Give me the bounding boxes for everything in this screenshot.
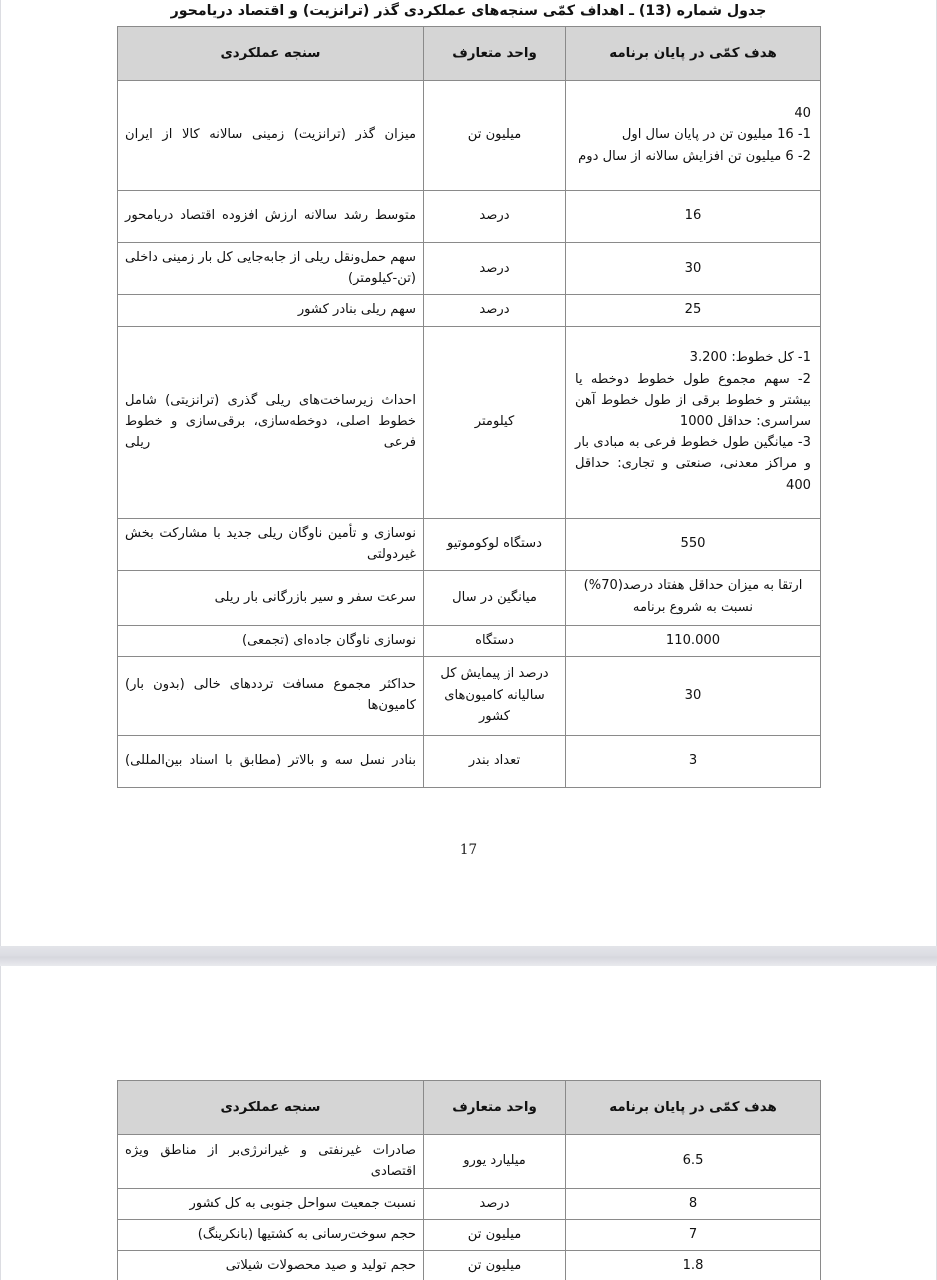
column-header-unit: واحد متعارف xyxy=(424,1081,566,1135)
cell-unit: تعداد بندر xyxy=(424,735,566,787)
table-row xyxy=(118,1189,821,1220)
table-row xyxy=(118,191,821,243)
cell-measure: متوسط رشد سالانه ارزش افزوده اقتصاد دریامحور xyxy=(118,191,424,243)
cell-target: 6.5 xyxy=(566,1135,821,1189)
cell-target: 550 xyxy=(566,518,821,570)
cell-unit: میلیون تن xyxy=(424,81,566,191)
cell-unit: درصد xyxy=(424,295,566,326)
table-row xyxy=(118,656,821,735)
cell-target: 8 xyxy=(566,1189,821,1220)
cell-unit: دستگاه xyxy=(424,625,566,656)
cell-target: 3 xyxy=(566,735,821,787)
table-1-header xyxy=(118,27,821,81)
column-header-target: هدف کمّی در پایان برنامه xyxy=(566,27,821,81)
cell-measure: سهم ریلی بنادر کشور xyxy=(118,295,424,326)
table-row xyxy=(118,326,821,518)
table-row xyxy=(118,625,821,656)
cell-target: 1.8 xyxy=(566,1251,821,1280)
cell-measure: حجم تولید و صید محصولات شیلاتی xyxy=(118,1251,424,1280)
cell-measure: حداکثر مجموع مسافت ترددهای خالی (بدون بار) کامیون‌ها xyxy=(118,656,424,735)
cell-measure: نسبت جمعیت سواحل جنوبی به کل کشور xyxy=(118,1189,424,1220)
cell-target: 110.000 xyxy=(566,625,821,656)
table-row xyxy=(118,1220,821,1251)
column-header-unit: واحد متعارف xyxy=(424,27,566,81)
document-page-2 xyxy=(0,966,937,1280)
column-header-measure: سنجه عملکردی xyxy=(118,1081,424,1135)
cell-unit: میلیون تن xyxy=(424,1220,566,1251)
table-row xyxy=(118,295,821,326)
cell-unit: درصد از پیمایش کل سالیانه کامیون‌های کشور xyxy=(424,656,566,735)
cell-measure: احداث زیرساخت‌های ریلی گذری (ترانزیتی) شامل خطوط اصلی، دوخطه‌سازی، برقی‌سازی و خطوط فرعی ریلی xyxy=(118,326,424,518)
cell-measure: سهم حمل‌ونقل ریلی از جابه‌جایی کل بار زمینی داخلی (تن-کیلومتر) xyxy=(118,243,424,295)
table-row xyxy=(118,1135,821,1189)
table-header-row xyxy=(118,1081,821,1135)
performance-indicators-table-2 xyxy=(117,1080,821,1280)
cell-measure: نوسازی و تأمین ناوگان ریلی جدید با مشارکت بخش غیردولتی xyxy=(118,518,424,570)
cell-target: 25 xyxy=(566,295,821,326)
table-row xyxy=(118,243,821,295)
cell-unit: درصد xyxy=(424,191,566,243)
cell-target: 40 1- 16 میلیون تن در پایان سال اول 2- 6 میلیون تن افزایش سالانه از سال دوم xyxy=(566,81,821,191)
cell-measure: صادرات غیرنفتی و غیرانرژی‌بر از مناطق ویژه اقتصادی xyxy=(118,1135,424,1189)
cell-target: 30 xyxy=(566,243,821,295)
cell-measure: سرعت سفر و سیر بازرگانی بار ریلی xyxy=(118,571,424,626)
column-header-measure: سنجه عملکردی xyxy=(118,27,424,81)
cell-target: 16 xyxy=(566,191,821,243)
table-1-body xyxy=(118,81,821,788)
cell-unit: میانگین در سال xyxy=(424,571,566,626)
cell-unit: درصد xyxy=(424,1189,566,1220)
table-2-body xyxy=(118,1135,821,1280)
cell-measure: میزان گذر (ترانزیت) زمینی سالانه کالا از ایران xyxy=(118,81,424,191)
table-title: جدول شماره (13) ـ اهداف کمّی سنجه‌های عملکردی گذر (ترانزیت) و اقتصاد دریامحور xyxy=(170,3,767,19)
cell-unit: کیلومتر xyxy=(424,326,566,518)
table-2-wrapper xyxy=(1,1080,936,1280)
cell-measure: بنادر نسل سه و بالاتر (مطابق با اسناد بین‌المللی) xyxy=(118,735,424,787)
table-row xyxy=(118,1251,821,1280)
table-2-header xyxy=(118,1081,821,1135)
cell-target: 1- کل خطوط: 3.200 2- سهم مجموع طول خطوط دوخطه یا بیشتر و خطوط برقی از طول خطوط آهن سراسری: حداقل 1000 3- میانگین طول خطوط فرعی به مبادی بار و مراکز معدنی، صنعتی و تجاری: حداقل 400 xyxy=(566,326,821,518)
cell-measure: حجم سوخت‌رسانی به کشتیها (بانکرینگ) xyxy=(118,1220,424,1251)
cell-target: ارتقا به میزان حداقل هفتاد درصد(70%) نسبت به شروع برنامه xyxy=(566,571,821,626)
cell-unit: میلیون تن xyxy=(424,1251,566,1280)
page-break-separator xyxy=(0,946,937,966)
table-row xyxy=(118,571,821,626)
table-row xyxy=(118,735,821,787)
column-header-target: هدف کمّی در پایان برنامه xyxy=(566,1081,821,1135)
page-number: 17 xyxy=(459,841,478,858)
cell-unit: میلیارد یورو xyxy=(424,1135,566,1189)
cell-target: 7 xyxy=(566,1220,821,1251)
cell-measure: نوسازی ناوگان جاده‌ای (تجمعی) xyxy=(118,625,424,656)
cell-unit: دستگاه لوکوموتیو xyxy=(424,518,566,570)
table-row xyxy=(118,81,821,191)
performance-indicators-table-1 xyxy=(117,26,821,788)
cell-unit: درصد xyxy=(424,243,566,295)
table-1-wrapper xyxy=(1,26,936,788)
cell-target: 30 xyxy=(566,656,821,735)
table-header-row xyxy=(118,27,821,81)
table-row xyxy=(118,518,821,570)
page-2-top-margin xyxy=(1,966,936,1080)
